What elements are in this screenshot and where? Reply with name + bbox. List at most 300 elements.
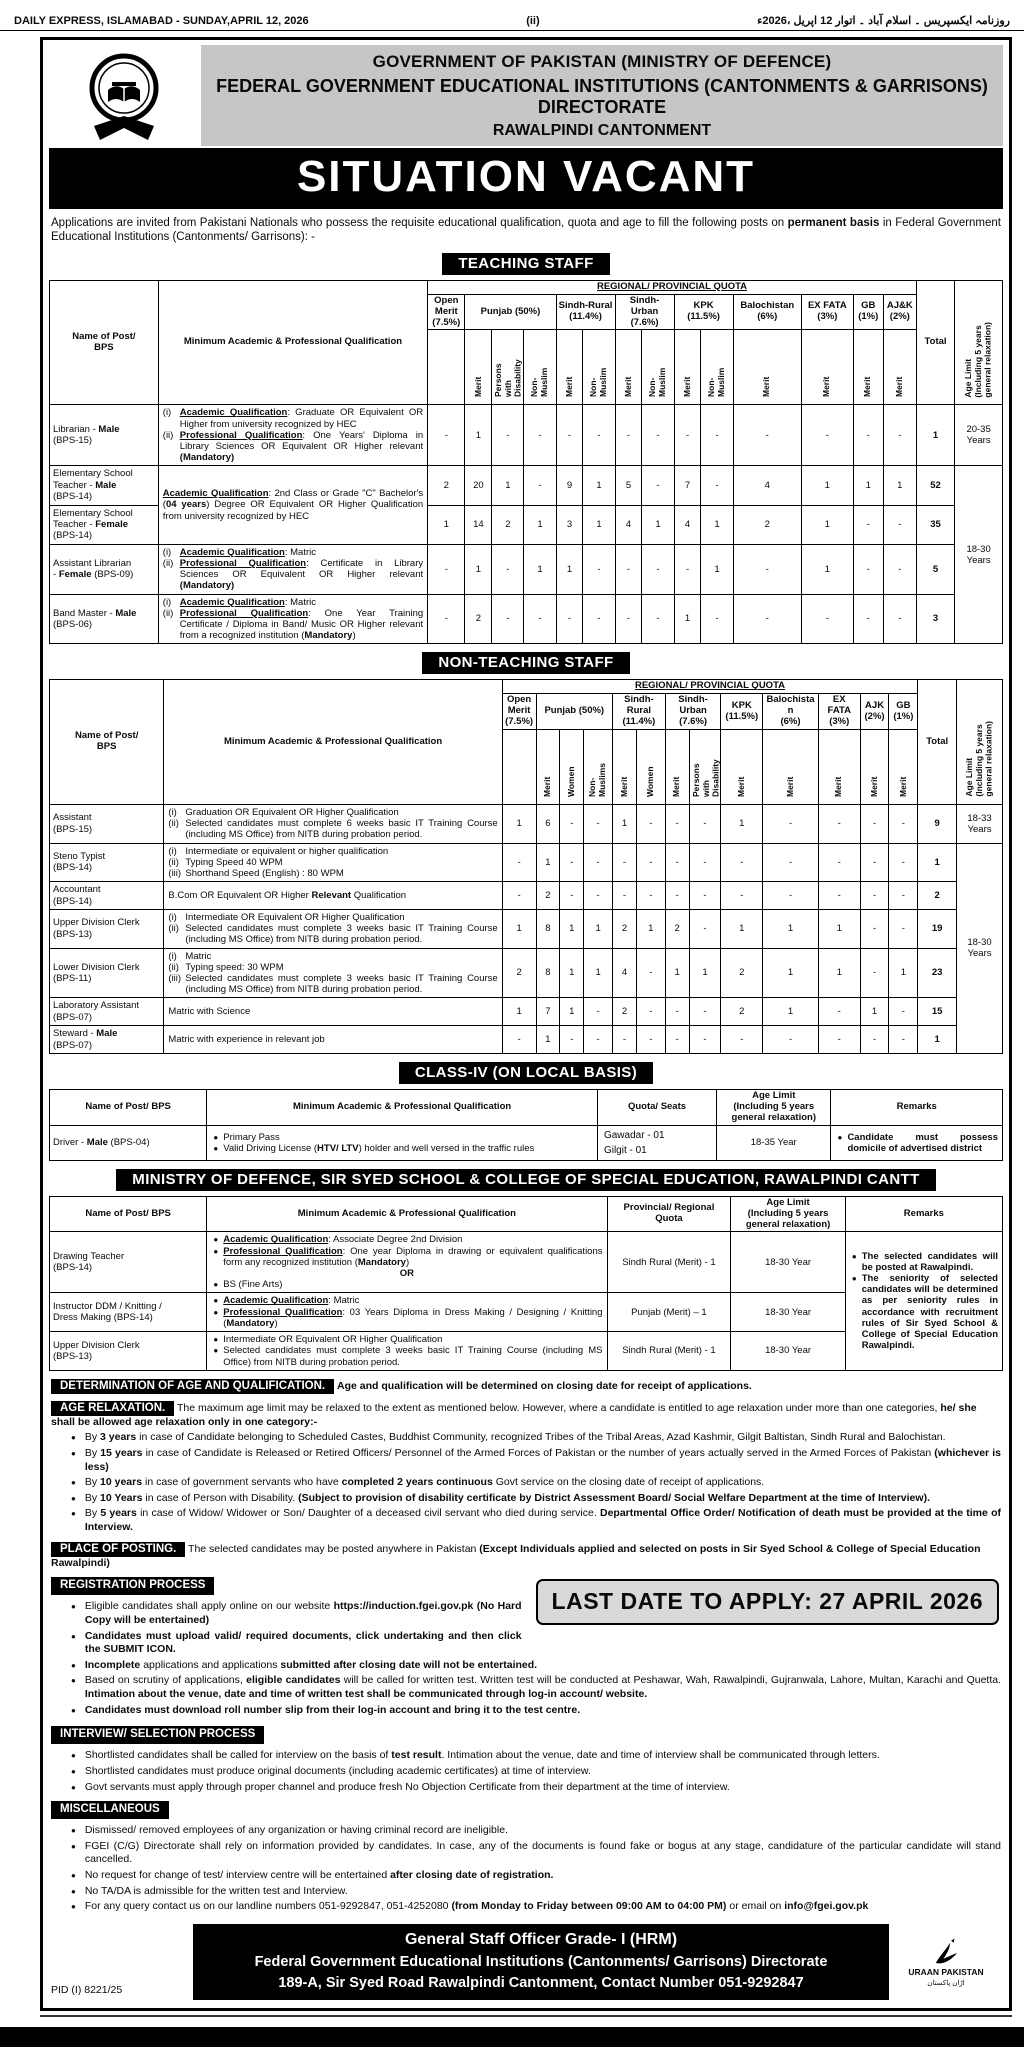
table-cell: 2 (492, 505, 524, 544)
total: 1 (916, 405, 954, 466)
newspaper-topbar (0, 0, 1024, 31)
table-cell: 2 (502, 948, 536, 998)
table-header-cell: Merit (853, 330, 883, 405)
table-cell: 1 (613, 804, 637, 843)
table-cell: - (665, 1026, 689, 1054)
header-row (50, 1089, 1003, 1125)
masthead-line2: FEDERAL GOVERNMENT EDUCATIONAL INSTITUTIONS (CANTONMENTS & GARRISONS) DIRECTORATE (216, 76, 988, 117)
table-header-cell: Name of Post/ BPS (50, 1089, 207, 1125)
table-cell: - (889, 909, 918, 948)
table-row (50, 998, 1003, 1026)
table-cell: 1 (560, 998, 584, 1026)
table-cell: 1 (536, 843, 560, 882)
col-age-limit: Age Limit (Including 5 years general relaxation) (955, 280, 1003, 405)
qual-line: (ii) Typing speed: 30 WPM (168, 961, 284, 973)
table-header-cell (502, 730, 536, 805)
table-header-cell: Persons with Disability (492, 330, 524, 405)
qualification (158, 466, 427, 544)
table-header-cell: Merit (465, 330, 492, 405)
age-limit: 18-30 Years (955, 466, 1003, 644)
table-cell: - (492, 594, 524, 644)
table-header-cell: Remarks (845, 1196, 1002, 1232)
qual-line: ● Professional Qualification: One year Diploma in drawing or equivalent qualifications form any recognized institution (Mandatory) (213, 1245, 603, 1268)
qual-line: Academic Qualification: 2nd Class or Grade "C" Bachelor's (04 years) Degree OR Equivalent OR Higher Qualification from university recognized by HEC (162, 488, 424, 522)
table-row (50, 1125, 1003, 1160)
age-limit: 20-35 Years (955, 405, 1003, 466)
table-cell: - (733, 405, 801, 466)
table-cell: - (560, 843, 584, 882)
table-cell: - (636, 804, 665, 843)
section-label: AGE RELAXATION. (51, 1401, 174, 1416)
table-row (50, 1232, 1003, 1293)
bullet-item: ● Incomplete applications and applications submitted after closing date will not be entertained. (71, 1658, 538, 1671)
col-qualification: Minimum Academic & Professional Qualification (158, 280, 427, 405)
table-cell: - (615, 594, 642, 644)
section (51, 1726, 1001, 1794)
newspaper-name: DAILY EXPRESS, ISLAMABAD - SUNDAY,APRIL 12, 2026 (14, 15, 309, 27)
qual-line: ● Academic Qualification: Matric (213, 1295, 360, 1307)
table-cell: - (721, 1026, 763, 1054)
table-header-cell: GB (1%) (889, 694, 918, 730)
table-header-cell: Merit (818, 730, 860, 805)
table-cell: 1 (801, 505, 853, 544)
table-cell: 1 (636, 909, 665, 948)
table-cell: - (665, 804, 689, 843)
table-cell: - (853, 544, 883, 594)
table-cell: - (701, 466, 733, 505)
quota-group-header: REGIONAL/ PROVINCIAL QUOTA (502, 680, 918, 694)
table-cell: 1 (689, 948, 721, 998)
bullet-item: ● No request for change of test/ interview centre will be entertained after closing date of registration. (71, 1869, 554, 1882)
table-header-cell: Sindh-Rural (11.4%) (556, 294, 615, 330)
table-header-cell: Merit (615, 330, 642, 405)
table-cell: - (428, 405, 465, 466)
table-header-cell: Non- Muslim (701, 330, 733, 405)
table-cell: 1 (502, 804, 536, 843)
table-cell: 1 (674, 594, 701, 644)
table-cell: - (801, 594, 853, 644)
table-row (50, 843, 1003, 882)
table-cell: - (492, 544, 524, 594)
fgei-logo (49, 45, 201, 146)
table-cell: 9 (556, 466, 583, 505)
footer-directorate: Federal Government Educational Institutions (Cantonments/ Garrisons) Directorate (254, 1953, 828, 1970)
table-cell: - (689, 804, 721, 843)
table-cell: - (613, 843, 637, 882)
uraan-text: URAAN PAKISTAN (908, 1967, 984, 1978)
table-cell: - (428, 594, 465, 644)
total: 1 (918, 843, 957, 882)
section-text: The selected candidates may be posted anywhere in Pakistan (Except Individuals applied and selected on posts in Sir Syed School & College of Special Education Rawalpindi) (51, 1542, 981, 1569)
col-total: Total (918, 680, 957, 805)
total: 19 (918, 909, 957, 948)
table-header-cell: AJ&K (2%) (883, 294, 916, 330)
post-name: Assistant Librarian - Female (BPS-09) (50, 544, 159, 594)
bullet-item: ● Shortlisted candidates must produce original documents (including academic certificates) at time of interview. (71, 1764, 591, 1777)
intro-paragraph: Applications are invited from Pakistani Nationals who possess the requisite educational qualification, quota and age to fill the following posts on permanent basis in Federal Government Educational Institutions (Cantonments/ Garrisons): - (51, 217, 1002, 244)
table-cell: 1 (556, 544, 583, 594)
table-header-cell: Merit (536, 730, 560, 805)
qualification (164, 882, 502, 910)
table-cell: - (674, 544, 701, 594)
qual-line: (ii) Professional Qualification: Certificate in Library Sciences OR Equivalent OR Higher relevant (Mandatory) (162, 557, 424, 592)
table-header-cell: Merit (721, 730, 763, 805)
section (51, 1577, 1001, 1719)
table-cell: - (889, 882, 918, 910)
uraan-pakistan-logo (889, 1924, 1003, 2000)
qual-line: (iii) Shorthand Speed (English) : 80 WPM (168, 867, 344, 879)
table-cell: 3 (556, 505, 583, 544)
table-cell: - (584, 1026, 613, 1054)
age-limit: 18-30 Year (731, 1293, 845, 1332)
footer-contact-box (193, 1924, 889, 2000)
qual-line: (i) Academic Qualification: Matric (162, 546, 316, 558)
ministry-title: MINISTRY OF DEFENCE, SIR SYED SCHOOL & COLLEGE OF SPECIAL EDUCATION, RAWALPINDI CANTT (116, 1169, 935, 1191)
page-bottom-strip (0, 2027, 1024, 2047)
table-header-cell: GB (1%) (853, 294, 883, 330)
class4-table (49, 1089, 1003, 1161)
table-cell: - (584, 882, 613, 910)
table-header-cell: EX FATA (3%) (801, 294, 853, 330)
table-cell: - (883, 594, 916, 644)
table-cell: 1 (818, 909, 860, 948)
table-cell: - (853, 594, 883, 644)
table-cell: 1 (763, 909, 819, 948)
table-header-cell (428, 330, 465, 405)
table-cell: - (492, 405, 524, 466)
table-cell: - (642, 405, 674, 466)
last-date-box: LAST DATE TO APPLY: 27 APRIL 2026 (536, 1579, 999, 1625)
table-cell: - (860, 843, 889, 882)
table-cell: 1 (701, 505, 733, 544)
header-row (50, 280, 1003, 294)
table-header-cell: Remarks (831, 1089, 1003, 1125)
footer-address: 189-A, Sir Syed Road Rawalpindi Cantonment, Contact Number 051-9292847 (278, 1974, 804, 1991)
table-cell: 1 (428, 505, 465, 544)
qual-line: ● The seniority of selected candidates will be determined as per seniority rules in accordance with recruitment rules of Sir Syed School & College of Special Education Rawalpindi. (851, 1273, 998, 1352)
table-cell: 4 (615, 505, 642, 544)
table-cell: 1 (860, 998, 889, 1026)
section-label: REGISTRATION PROCESS (51, 1577, 214, 1595)
qualification (158, 544, 427, 594)
table-header-cell: Quota/ Seats (597, 1089, 716, 1125)
post-name: Upper Division Clerk (BPS-13) (50, 1332, 207, 1371)
table-cell: - (701, 594, 733, 644)
qualification (164, 909, 502, 948)
total: 2 (918, 882, 957, 910)
table-row (50, 948, 1003, 998)
table-cell: 1 (701, 544, 733, 594)
table-cell: - (721, 843, 763, 882)
table-cell: - (642, 544, 674, 594)
table-cell: - (818, 804, 860, 843)
bullet-item: ● By 3 years in case of Candidate belonging to Scheduled Castes, Buddhist Community, recognized Tribes of the Tribal Areas, Azad Kashmir, Gilgit Baltistan, Sindh Rural and Balochistan. (71, 1431, 946, 1444)
table-cell: - (733, 594, 801, 644)
table-cell: - (860, 804, 889, 843)
post-name: Steward - Male (BPS-07) (50, 1026, 164, 1054)
table-header-cell: Merit (889, 730, 918, 805)
table-header-cell: Merit (860, 730, 889, 805)
header-row (50, 680, 1003, 694)
table-header-cell: Balochistan (6%) (733, 294, 801, 330)
qual-line: B.Com OR Equivalent OR Higher Relevant Qualification (168, 889, 407, 901)
qual-line: (ii) Typing Speed 40 WPM (168, 856, 283, 868)
table-cell: 1 (801, 544, 853, 594)
fgei-emblem-icon (82, 48, 166, 144)
table-cell: - (889, 804, 918, 843)
table-cell: 4 (674, 505, 701, 544)
post-name: Laboratory Assistant (BPS-07) (50, 998, 164, 1026)
qualification (207, 1293, 607, 1332)
bullet-item: ● By 15 years in case of Candidate is Released or Retired Officers/ Personnel of the Armed Forces of Pakistan or the number of years actually served in the Armed Forces of Pakistan (whichever is less) (71, 1446, 1002, 1473)
age-limit: 18-33 Years (957, 804, 1003, 843)
table-cell: - (763, 843, 819, 882)
table-cell: - (556, 405, 583, 466)
table-cell: 1 (465, 405, 492, 466)
qualification (164, 948, 502, 998)
non-teaching-staff-title: NON-TEACHING STAFF (422, 652, 629, 674)
masthead-line3: RAWALPINDI CANTONMENT (492, 122, 712, 139)
table-header-cell: EX FATA (3%) (818, 694, 860, 730)
table-header-cell: Provincial/ Regional Quota (607, 1196, 731, 1232)
bullet-item: ● Based on scrutiny of applications, eligible candidates will be called for written test. Written test will be conducted at Peshawar, Wah, Rawalpindi, Gujranwala, Lahore, Multan, Karachi and Quetta. Intimation about the venue, date and time of written test shall be communicated through log-in account/ website. (71, 1674, 1002, 1701)
table-header-cell: AJK (2%) (860, 694, 889, 730)
table-header-cell: Age Limit (Including 5 years general relaxation) (731, 1196, 845, 1232)
table-header-cell: Merit (883, 330, 916, 405)
table-cell: 8 (536, 909, 560, 948)
page-number: (ii) (526, 15, 540, 27)
table-cell: 2 (465, 594, 492, 644)
table-cell: - (583, 544, 615, 594)
table-cell: 7 (674, 466, 701, 505)
table-cell: - (889, 998, 918, 1026)
total: 15 (918, 998, 957, 1026)
table-cell: 2 (428, 466, 465, 505)
section-text: The maximum age limit may be relaxed to the extent as mentioned below. However, where a candidate is entitled to age relaxation under more than one categories, he/ she shall be allowed age relaxation only in one category:- (51, 1401, 977, 1428)
age-limit: 18-30 Years (957, 843, 1003, 1053)
table-cell: - (883, 405, 916, 466)
remarks (845, 1232, 1002, 1370)
section (51, 1401, 1001, 1535)
table-cell: - (584, 804, 613, 843)
table-cell: - (583, 405, 615, 466)
table-header-cell: Merit (613, 730, 637, 805)
section-text: Age and qualification will be determined on closing date for receipt of applications. (337, 1379, 752, 1392)
table-header-cell: Merit (665, 730, 689, 805)
bullet-item: ● By 10 years in case of government servants who have completed 2 years continuous Govt service on the closing date of receipt of applications. (71, 1476, 765, 1489)
table-cell: - (502, 882, 536, 910)
bullet-item: ● Candidates must upload valid/ required documents, click undertaking and then click the SUBMIT ICON. (71, 1629, 522, 1656)
col-age-limit: Age Limit (Including 5 years general relaxation) (957, 680, 1003, 805)
post-name: Accountant (BPS-14) (50, 882, 164, 910)
post-name: Instructor DDM / Knitting / Dress Making (BPS-14) (50, 1293, 207, 1332)
masthead-line1: GOVERNMENT OF PAKISTAN (MINISTRY OF DEFENCE) (372, 52, 832, 71)
qual-line: (ii) Selected candidates must complete 3 weeks basic IT Training Course (including MS Office) from NITB during probation period. (168, 923, 498, 946)
table-cell: - (524, 405, 556, 466)
table-cell: - (613, 882, 637, 910)
qual-line: Matric with Science (168, 1006, 251, 1018)
qual-line: (iii) Selected candidates must complete 3 weeks basic IT Training Course (including MS Office) from NITB during probation period. (168, 972, 498, 996)
table-header-cell: Non- Muslim (583, 330, 615, 405)
post-name: Lower Division Clerk (BPS-11) (50, 948, 164, 998)
table-header-cell: Persons with Disability (689, 730, 721, 805)
table-cell: - (689, 1026, 721, 1054)
total: 3 (916, 594, 954, 644)
total: 35 (916, 505, 954, 544)
qualification (158, 405, 427, 466)
qual-line: (ii) Professional Qualification: One Year Training Certificate / Diploma in Band/ Music OR Higher relevant from a recognized institution (Mandatory) (162, 607, 424, 642)
table-header-cell: Non- Muslim (524, 330, 556, 405)
table-cell: 2 (733, 505, 801, 544)
table-cell: 1 (492, 466, 524, 505)
table-header-cell: Merit (556, 330, 583, 405)
qual-line: ● The selected candidates will be posted at Rawalpindi. (851, 1250, 998, 1273)
table-row (50, 804, 1003, 843)
qual-line: ● Valid Driving License (HTV/ LTV) holder and well versed in the traffic rules (213, 1142, 535, 1154)
qual-line: ● Academic Qualification: Associate Degree 2nd Division (213, 1234, 463, 1246)
table-cell: - (801, 405, 853, 466)
table-cell: - (733, 544, 801, 594)
table-row (50, 882, 1003, 910)
table-cell: - (613, 1026, 637, 1054)
table-cell: 1 (889, 948, 918, 998)
qual-line: (i) Matric (168, 950, 212, 962)
bullet-item: ● Shortlisted candidates shall be called for interview on the basis of test result. Intimation about the venue, date and time of interview shall be communicated through letters. (71, 1749, 880, 1762)
table-cell: - (689, 909, 721, 948)
table-header-cell: Minimum Academic & Professional Qualification (207, 1089, 598, 1125)
table-cell: 1 (502, 909, 536, 948)
qual-line: ● Candidate must possess domicile of advertised district (837, 1131, 998, 1154)
bullet-item: ● By 10 Years in case of Person with Disability. (Subject to provision of disability certificate by District Assessment Board/ Social Welfare Department at the time of Interview). (71, 1491, 930, 1504)
col-post: Name of Post/ BPS (50, 680, 164, 805)
table-header-cell: KPK (11.5%) (674, 294, 733, 330)
footer-officer: General Staff Officer Grade- I (HRM) (404, 1930, 678, 1948)
table-cell: - (860, 948, 889, 998)
table-cell: 1 (583, 466, 615, 505)
table-row (50, 594, 1003, 644)
table-cell: 5 (615, 466, 642, 505)
section-label: MISCELLANEOUS (51, 1801, 169, 1819)
bullet-item: ● Govt servants must apply through proper channel and produce fresh No Objection Certificate from their department at the time of interview. (71, 1780, 730, 1793)
table-cell: - (665, 882, 689, 910)
bullet-item: ● No TA/DA is admissible for the written test and Interview. (71, 1884, 348, 1897)
table-header-cell: Age Limit (Including 5 years general relaxation) (717, 1089, 831, 1125)
table-cell: 8 (536, 948, 560, 998)
table-cell: 1 (763, 998, 819, 1026)
table-cell: - (721, 882, 763, 910)
qual-line: ● Selected candidates must complete 3 weeks basic IT Training Course (including MS Office) from NITB during probation period. (213, 1345, 603, 1368)
post-name: Elementary School Teacher - Male (BPS-14) (50, 466, 159, 505)
post-name: Librarian - Male (BPS-15) (50, 405, 159, 466)
total: 52 (916, 466, 954, 505)
post-name: Drawing Teacher (BPS-14) (50, 1232, 207, 1293)
ministry-table (49, 1196, 1003, 1371)
qual-line: (i) Intermediate OR Equivalent OR Higher Qualification (168, 911, 405, 923)
table-cell: - (763, 804, 819, 843)
table-cell: - (818, 1026, 860, 1054)
table-cell: - (524, 594, 556, 644)
table-cell: - (763, 1026, 819, 1054)
table-cell: 1 (763, 948, 819, 998)
table-cell: - (584, 998, 613, 1026)
table-cell: 1 (536, 1026, 560, 1054)
table-header-cell: Women (636, 730, 665, 805)
table-cell: - (674, 405, 701, 466)
table-header-cell: Punjab (50%) (465, 294, 556, 330)
pid-number: PID (I) 8221/25 (51, 1983, 123, 1996)
table-cell: 2 (613, 909, 637, 948)
table-cell: 20 (465, 466, 492, 505)
table-cell: - (636, 948, 665, 998)
qual-line: (ii) Professional Qualification: One Years' Diploma in Library Sciences OR Equivalent OR Higher relevant (Mandatory) (162, 429, 424, 464)
table-cell: - (560, 882, 584, 910)
bullet-item: ● Candidates must download roll number slip from their log-in account and bring it to the test centre. (71, 1703, 581, 1716)
table-row (50, 405, 1003, 466)
qual-line: Matric with experience in relevant job (168, 1033, 325, 1045)
total: 1 (918, 1026, 957, 1054)
col-total: Total (916, 280, 954, 405)
table-header-cell: KPK (11.5%) (721, 694, 763, 730)
non-teaching-staff-table (49, 679, 1003, 1054)
table-cell: - (853, 405, 883, 466)
table-header-cell: Minimum Academic & Professional Qualification (207, 1196, 607, 1232)
table-cell: - (860, 909, 889, 948)
table-cell: 4 (613, 948, 637, 998)
table-cell: - (889, 843, 918, 882)
qualification (164, 998, 502, 1026)
table-cell: - (642, 594, 674, 644)
quota-group-header: REGIONAL/ PROVINCIAL QUOTA (428, 280, 917, 294)
table-row (50, 909, 1003, 948)
post-name: Elementary School Teacher - Female (BPS-14) (50, 505, 159, 544)
qualification (158, 594, 427, 644)
table-cell: 1 (642, 505, 674, 544)
masthead-text (201, 45, 1003, 146)
qualification (207, 1332, 607, 1371)
table-header-cell: Sindh-Urban (7.6%) (665, 694, 721, 730)
qual-line: OR (399, 1268, 414, 1280)
table-cell: 1 (560, 909, 584, 948)
table-header-cell: Sindh-Urban (7.6%) (615, 294, 674, 330)
quota-seats: Gawadar - 01 Gilgit - 01 (597, 1125, 716, 1160)
table-cell: 1 (524, 544, 556, 594)
table-cell: - (665, 843, 689, 882)
qualification (207, 1232, 607, 1293)
table-cell: - (818, 843, 860, 882)
class4-title: CLASS-IV (ON LOCAL BASIS) (399, 1062, 653, 1084)
table-cell: 1 (801, 466, 853, 505)
section-label: PLACE OF POSTING. (51, 1542, 185, 1557)
table-cell: 14 (465, 505, 492, 544)
table-header-cell: Non- Muslim (642, 330, 674, 405)
table-cell: 1 (584, 948, 613, 998)
post-name: Assistant (BPS-15) (50, 804, 164, 843)
table-header-cell: Women (560, 730, 584, 805)
table-cell: - (560, 1026, 584, 1054)
table-header-cell: Non- Muslims (584, 730, 613, 805)
table-header-cell: Balochistan (6%) (763, 694, 819, 730)
table-header-cell: Open Merit (7.5%) (502, 694, 536, 730)
table-cell: - (584, 843, 613, 882)
bullet-item: ● Eligible candidates shall apply online on our website https://induction.fgei.gov.pk (No Hard Copy will be entertained) (71, 1600, 522, 1626)
table-cell: 2 (613, 998, 637, 1026)
table-cell: 1 (560, 948, 584, 998)
table-cell: - (502, 1026, 536, 1054)
table-cell: 2 (536, 882, 560, 910)
table-cell: 4 (733, 466, 801, 505)
table-cell: - (701, 405, 733, 466)
table-header-cell: Punjab (50%) (536, 694, 613, 730)
